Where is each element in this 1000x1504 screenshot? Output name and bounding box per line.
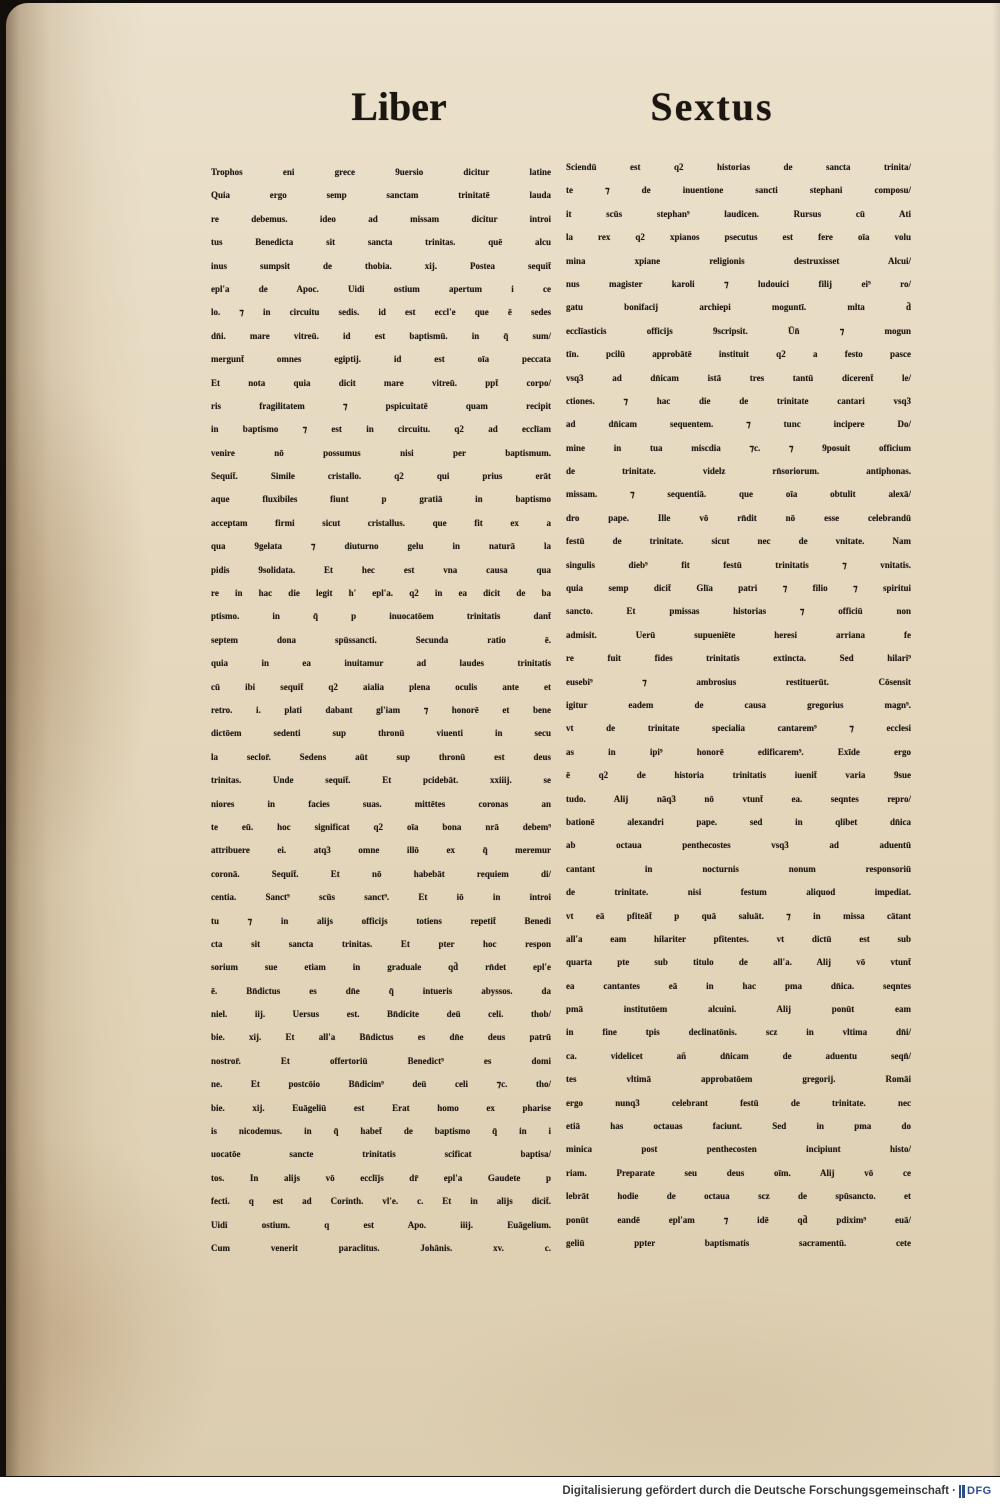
left-column-line: dn̄i. mare vitreū. id est baptismū. in q̄ sum/ bbox=[211, 330, 551, 341]
right-column-line: geliū ppter baptismatis sacramentū. cete bbox=[566, 1237, 911, 1248]
left-column-line: tus Benedicta sit sancta trinitas. quē alcu bbox=[211, 237, 551, 248]
right-column-line: ca. videlicet añ dn̄icam de aduentu seqn̄/ bbox=[566, 1050, 911, 1061]
left-column-line: sorium sue etiam in graduale qd̄ rn̄det epl'e bbox=[211, 962, 551, 973]
left-column-line: nostror̄. Et offertoriū Benedict⁹ es domi bbox=[211, 1055, 551, 1066]
right-column-line: mina xpiane religionis destruxisset Alcui/ bbox=[566, 255, 911, 266]
left-column-line: acceptam firmi sicut cristallus. que fit ex a bbox=[211, 517, 551, 528]
left-column-line: dictōem sedenti sup thronū viuenti in secu bbox=[211, 728, 551, 739]
digitization-footer bbox=[0, 1477, 1000, 1504]
left-column-line: trinitas. Unde sequit̄. Et pcidebāt. xxiiij. se bbox=[211, 775, 551, 786]
right-column-line: cantant in nocturnis nonum responsoriū bbox=[566, 863, 911, 874]
right-column-line: de trinitate. videlz rn̄soriorum. antiphonas. bbox=[566, 466, 911, 477]
left-column-line: mergunt̄ omnes egiptij. id est oīa peccata bbox=[211, 354, 551, 365]
left-column-line: Cum venerit paraclitus. Johānis. xv. c. bbox=[211, 1242, 551, 1253]
left-column-line: is nicodemus. in q̄ habet̄ de baptismo q̄ in i bbox=[211, 1126, 551, 1137]
right-column-line: igitur eadem de causa gregorius magn⁹. bbox=[566, 699, 911, 710]
right-column-line: as in ipi⁹ honorē edificarem⁹. Exīde ergo bbox=[566, 746, 911, 757]
right-column-line: it scūs stephan⁹ laudicen. Rursus cū Ati bbox=[566, 208, 911, 219]
right-column-line: tīn. pcilū approbātē instituit q2 a festo pasce bbox=[566, 349, 911, 360]
right-column-line: tes vltimā approbatōem gregorij. Romāi bbox=[566, 1074, 911, 1085]
running-head-left: Liber bbox=[351, 84, 447, 129]
left-column-line: Trophos eni grece 9uersio dicitur latine bbox=[211, 167, 551, 177]
left-column-line: re debemus. ideo ad missam dicitur introi bbox=[211, 213, 551, 224]
right-column-line: singulis dieb⁹ fit festū trinitatis ⁊ vnitatis. bbox=[566, 559, 911, 570]
right-column-line: re fuit fides trinitatis extincta. Sed hilari⁹ bbox=[566, 653, 911, 664]
left-column-line: niores in facies suas. mittētes coronas an bbox=[211, 798, 551, 809]
right-column-line: dro pape. Ille vō rn̄dit nō esse celebrandū bbox=[566, 512, 911, 523]
left-column-line: te eū. hoc significat q2 oīa bona nrā debem⁹ bbox=[211, 821, 551, 832]
left-column-line: quia in ea inuitamur ad laudes trinitatis bbox=[211, 658, 551, 669]
left-column-line: bie. xij. Euāgeliū est Erat homo ex pharise bbox=[211, 1102, 551, 1113]
right-column-line: quia semp dicit̄ Glīa patri ⁊ filio ⁊ spiritui bbox=[566, 583, 911, 594]
right-column-line: missam. ⁊ sequentiā. que oīa obtulit alexā/ bbox=[566, 489, 911, 500]
right-column-line: ecclīasticis officijs 9scripsit. Ūn̄ ⁊ mogun bbox=[566, 325, 911, 336]
left-column-line: Et nota quia dicit mare vitreū. ppt̄ corpo/ bbox=[211, 377, 551, 388]
left-text-column bbox=[211, 161, 551, 1260]
left-column-line: septem dona spūssancti. Secunda ratio ē. bbox=[211, 634, 551, 645]
right-column-line: bationē alexandri pape. sed in qlibet dn̄ica bbox=[566, 816, 911, 827]
right-column-line: etiā has octauas faciunt. Sed in pma do bbox=[566, 1121, 911, 1132]
right-column-line: pmā institutōem alcuini. Alij ponūt eam bbox=[566, 1004, 911, 1015]
right-column-line: ea cantantes eā in hac pma dn̄ica. seqntes bbox=[566, 980, 911, 991]
right-column-line: vsq3 ad dn̄icam istā tres tantū dicerent̄ le/ bbox=[566, 372, 911, 383]
right-column-line: in fine tpis declinatōnis. scz in vltima dn̄i/ bbox=[566, 1027, 911, 1038]
right-column-line: mine in tua miscdia ⁊c. ⁊ 9posuit officium bbox=[566, 442, 911, 453]
right-column-line: vt de trinitate specialia cantarem⁹ ⁊ ecclesi bbox=[566, 723, 911, 734]
right-column-line: gatu bonifacij archiepi moguntī. mlta d̄ bbox=[566, 302, 911, 313]
left-column-line: Quia ergo semp sanctam trinitatē lauda bbox=[211, 190, 551, 201]
right-column-line: ē q2 de historia trinitatis iuenit̄ varia 9sue bbox=[566, 770, 911, 781]
right-column-line: de trinitate. nisi festum aliquod impediat. bbox=[566, 887, 911, 898]
running-head-right: Sextus bbox=[650, 84, 774, 129]
right-column-line: la rex q2 xpianos psecutus est fere oīa volu bbox=[566, 232, 911, 243]
book-page bbox=[6, 3, 1000, 1476]
left-column-line: cū ibi sequit̄ q2 aialia plena oculis ante et bbox=[211, 681, 551, 692]
right-column-line: eusebi⁹ ⁊ ambrosius restituerūt. Cōsensit bbox=[566, 676, 911, 687]
funding-credit: Digitalisierung gefördert durch die Deutsche Forschungsgemeinschaft · bbox=[562, 1485, 956, 1497]
left-column-line: tu ⁊ in alijs officijs totiens repetit̄ Benedi bbox=[211, 915, 551, 926]
left-column-line: in baptismo ⁊ est in circuitu. q2 ad ecclīam bbox=[211, 424, 551, 435]
left-column-line: coronā. Sequit̄. Et nō habebāt requiem di/ bbox=[211, 868, 551, 879]
left-column-line: cta sit sancta trinitas. Et pter hoc respon bbox=[211, 938, 551, 949]
left-column-line: ptismo. in q̄ p inuocatōem trinitatis dant̄ bbox=[211, 611, 551, 622]
dfg-logo bbox=[959, 1483, 997, 1499]
left-column-line: pidis 9solidata. Et hec est vna causa qua bbox=[211, 564, 551, 575]
left-column-line: aque fluxibiles fiunt p gratiā in baptismo bbox=[211, 494, 551, 505]
right-column-line: ad dn̄icam sequentem. ⁊ tunc incipere Do/ bbox=[566, 419, 911, 430]
right-column-line: quarta pte sub titulo de all'a. Alij vō vtunt̄ bbox=[566, 957, 911, 968]
left-column-line: uocatōe sancte trinitatis scificat baptisa/ bbox=[211, 1149, 551, 1160]
right-column-line: admisit. Uerū supueniēte heresi arriana fe bbox=[566, 629, 911, 640]
left-column-line: ris fragilitatem ⁊ pspicuitatē quam recipit bbox=[211, 400, 551, 411]
left-column-line: niel. iij. Uersus est. Bn̄dicite deū celi. thob/ bbox=[211, 1009, 551, 1020]
left-column-line: ne. Et postcōio Bn̄dicim⁹ deū celi ⁊c. tho/ bbox=[211, 1079, 551, 1090]
right-column-line: lebrāt hodie de octaua scz de spūsancto. et bbox=[566, 1191, 911, 1202]
right-column-line: riam. Preparate seu deus oīm. Alij vō ce bbox=[566, 1167, 911, 1178]
left-column-line: Uidi ostium. q est Apo. iiij. Euāgelium. bbox=[211, 1219, 551, 1230]
right-column-line: minica post penthecosten incipiunt histo/ bbox=[566, 1144, 911, 1155]
dfg-logo-icon bbox=[959, 1485, 965, 1498]
left-column-line: centia. Sanct⁹ scūs sanct⁹. Et iō in introi bbox=[211, 892, 551, 903]
right-column-line: all'a eam hilariter pfitentes. vt dictū est sub bbox=[566, 933, 911, 944]
dfg-logo-text: DFG bbox=[967, 1485, 992, 1497]
left-column-line: ē. Bn̄dictus es dn̄e q̄ intueris abyssos. da bbox=[211, 985, 551, 996]
right-column-line: sancto. Et pmissas historias ⁊ officiū non bbox=[566, 606, 911, 617]
right-column-line: vt eā pfiteāt̄ p quā saluāt. ⁊ in missa cātant bbox=[566, 910, 911, 921]
right-column-line: te ⁊ de inuentione sancti stephani composu/ bbox=[566, 185, 911, 196]
left-column-line: tos. In alijs vō ecclījs dr̄ epl'a Gaudete p bbox=[211, 1172, 551, 1183]
left-column-line: fecti. q est ad Corinth. vl'e. c. Et in alijs dicit̄. bbox=[211, 1196, 551, 1207]
left-column-line: la seclor̄. Sedens aūt sup thronū est deus bbox=[211, 751, 551, 762]
right-column-line: nus magister karoli ⁊ ludouici filij ei⁹ ro/ bbox=[566, 278, 911, 289]
left-column-line: re in hac die legit h' epl'a. q2 in ea dicit de ba bbox=[211, 588, 551, 599]
left-column-line: qua 9gelata ⁊ diuturno gelu in naturā la bbox=[211, 541, 551, 552]
left-column-line: lo. ⁊ in circuitu sedis. id est eccl'e que ē sedes bbox=[211, 307, 551, 318]
left-column-line: epl'a de Apoc. Uidi ostium apertum i ce bbox=[211, 283, 551, 294]
right-column-line: Sciendū est q2 historias de sancta trinita/ bbox=[566, 162, 911, 172]
left-column-line: retro. i. plati dabant gl'iam ⁊ honorē et bene bbox=[211, 704, 551, 715]
right-column-line: ergo nunq3 celebrant festū de trinitate. nec bbox=[566, 1097, 911, 1108]
right-column-line: ctiones. ⁊ hac die de trinitate cantari vsq3 bbox=[566, 395, 911, 406]
left-column-line: inus sumpsit de thobia. xij. Postea sequit̄ bbox=[211, 260, 551, 271]
right-column-line: festū de trinitate. sicut nec de vnitate. Nam bbox=[566, 536, 911, 547]
left-column-line: bie. xij. Et all'a Bn̄dictus es dn̄e deus patrū bbox=[211, 1032, 551, 1043]
right-column-line: tudo. Alij nāq3 nō vtunt̄ ea. seqntes repro/ bbox=[566, 793, 911, 804]
right-column-line: ab octaua penthecostes vsq3 ad aduentū bbox=[566, 840, 911, 851]
right-text-column bbox=[566, 156, 911, 1255]
right-column-line: ponūt eandē epl'am ⁊ idē qd̄ pdixim⁹ euā/ bbox=[566, 1214, 911, 1225]
left-column-line: Sequit̄. Simile cristallo. q2 qui prius erāt bbox=[211, 471, 551, 482]
left-column-line: venire nō possumus nisi per baptismum. bbox=[211, 447, 551, 458]
left-column-line: attribuere ei. atq3 omne illō ex q̄ meremur bbox=[211, 845, 551, 856]
